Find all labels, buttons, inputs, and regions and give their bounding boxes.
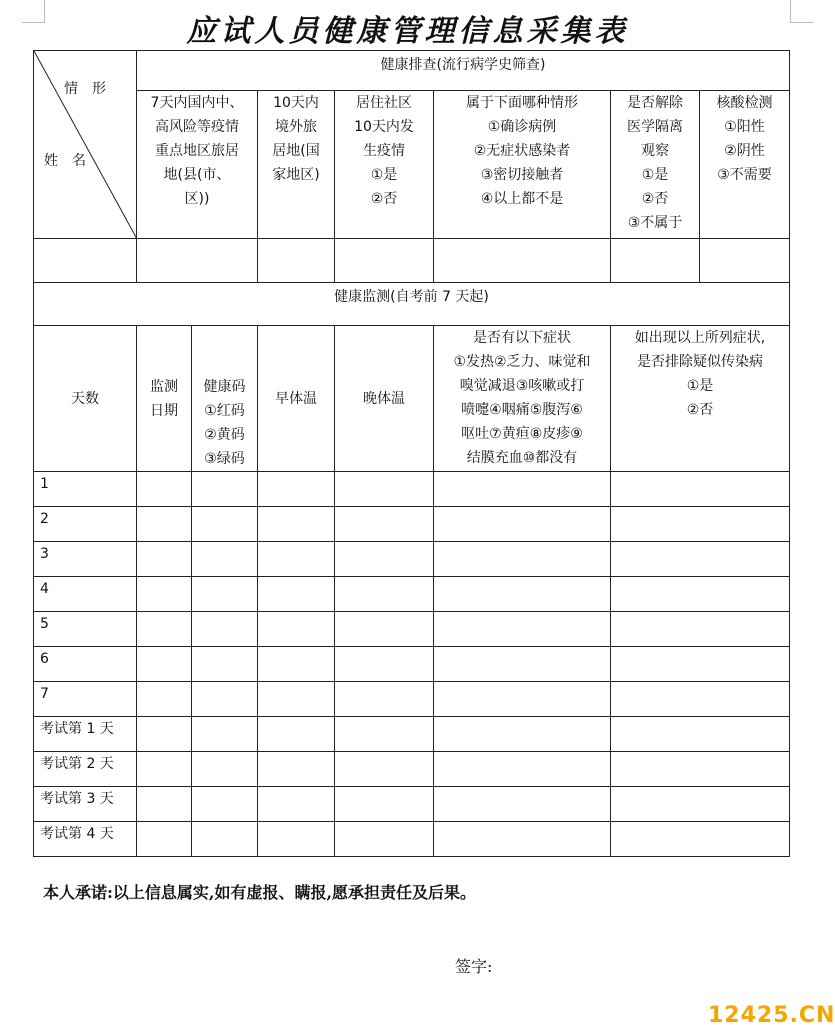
input-cell[interactable] xyxy=(258,472,335,507)
input-cell[interactable] xyxy=(700,239,790,283)
screening-col-nucleic-test: 核酸检测 ①阳性 ②阴性 ③不需要 xyxy=(700,91,790,239)
corner-label-name: 姓名 xyxy=(44,153,100,169)
input-cell[interactable] xyxy=(434,612,611,647)
input-cell[interactable] xyxy=(611,577,790,612)
input-cell[interactable] xyxy=(434,787,611,822)
screening-col-community: 居住社区 10天内发 生疫情 ①是 ②否 xyxy=(335,91,434,239)
day-label: 考试第 4 天 xyxy=(34,822,137,857)
table-row xyxy=(34,682,790,717)
input-cell[interactable] xyxy=(258,822,335,857)
day-label: 5 xyxy=(34,612,137,647)
input-cell[interactable] xyxy=(258,239,335,283)
monitor-col-health-code: 健康码 ①红码 ②黄码 ③绿码 xyxy=(192,326,258,472)
input-cell[interactable] xyxy=(137,239,258,283)
input-cell[interactable] xyxy=(434,577,611,612)
monitor-col-day: 天数 xyxy=(34,326,137,472)
monitor-col-symptoms: 是否有以下症状 ①发热②乏力、味觉和 嗅觉减退③咳嗽或打 喷嚏④咽痛⑤腹泻⑥ 呕吐⑦黄疸⑧皮疹⑨ 结膜充血⑩都没有 xyxy=(434,326,611,472)
input-cell[interactable] xyxy=(192,717,258,752)
input-cell[interactable] xyxy=(611,542,790,577)
input-cell[interactable] xyxy=(192,752,258,787)
table-row xyxy=(34,647,790,682)
input-cell[interactable] xyxy=(192,787,258,822)
input-cell[interactable] xyxy=(335,239,434,283)
monitoring-header: 健康监测(自考前 7 天起) xyxy=(34,283,790,326)
input-cell[interactable] xyxy=(335,787,434,822)
input-cell[interactable] xyxy=(434,507,611,542)
input-cell[interactable] xyxy=(335,472,434,507)
input-cell[interactable] xyxy=(434,717,611,752)
corner-label-situation: 情形 xyxy=(64,81,120,97)
input-cell[interactable] xyxy=(611,717,790,752)
input-cell[interactable] xyxy=(434,647,611,682)
table-row xyxy=(34,717,790,752)
input-cell[interactable] xyxy=(137,787,192,822)
input-cell[interactable] xyxy=(335,682,434,717)
table-row xyxy=(34,542,790,577)
input-cell[interactable] xyxy=(192,577,258,612)
commitment-statement: 本人承诺:以上信息属实,如有虚报、瞒报,愿承担责任及后果。 xyxy=(43,883,477,902)
day-label: 6 xyxy=(34,647,137,682)
input-cell[interactable] xyxy=(137,752,192,787)
input-cell[interactable] xyxy=(611,239,700,283)
day-label: 3 xyxy=(34,542,137,577)
input-cell[interactable] xyxy=(137,612,192,647)
monitor-col-exclusion: 如出现以上所列症状, 是否排除疑似传染病 ①是 ②否 xyxy=(611,326,790,472)
table-row xyxy=(34,577,790,612)
input-cell[interactable] xyxy=(258,507,335,542)
input-cell[interactable] xyxy=(137,717,192,752)
input-cell[interactable] xyxy=(434,239,611,283)
input-cell[interactable] xyxy=(192,647,258,682)
input-cell[interactable] xyxy=(137,507,192,542)
day-label: 考试第 2 天 xyxy=(34,752,137,787)
input-cell[interactable] xyxy=(137,542,192,577)
monitor-col-evening-temp: 晚体温 xyxy=(335,326,434,472)
input-cell[interactable] xyxy=(258,752,335,787)
table-row xyxy=(34,752,790,787)
input-cell[interactable] xyxy=(137,472,192,507)
diagonal-header-cell xyxy=(34,51,137,239)
watermark-logo: 12425.CN xyxy=(708,1003,835,1028)
input-cell[interactable] xyxy=(335,647,434,682)
screening-header: 健康排查(流行病学史筛查) xyxy=(137,51,790,91)
input-cell[interactable] xyxy=(434,822,611,857)
screening-col-case-type: 属于下面哪种情形 ①确诊病例 ②无症状感染者 ③密切接触者 ④以上都不是 xyxy=(434,91,611,239)
input-cell[interactable] xyxy=(258,542,335,577)
screening-input-row xyxy=(34,239,790,283)
screening-col-domestic-risk: 7天内国内中、 高风险等疫情 重点地区旅居 地(县(市、 区)) xyxy=(137,91,258,239)
day-label: 7 xyxy=(34,682,137,717)
input-cell[interactable] xyxy=(335,542,434,577)
input-cell[interactable] xyxy=(611,822,790,857)
input-cell[interactable] xyxy=(258,682,335,717)
input-cell[interactable] xyxy=(611,682,790,717)
input-cell[interactable] xyxy=(258,787,335,822)
table-row xyxy=(34,787,790,822)
input-cell[interactable] xyxy=(137,682,192,717)
input-cell[interactable] xyxy=(137,577,192,612)
page-title: 应试人员健康管理信息采集表 xyxy=(186,14,629,49)
input-cell[interactable] xyxy=(611,612,790,647)
input-cell[interactable] xyxy=(611,647,790,682)
input-cell[interactable] xyxy=(192,507,258,542)
input-cell[interactable] xyxy=(192,822,258,857)
day-label: 考试第 1 天 xyxy=(34,717,137,752)
input-cell[interactable] xyxy=(258,717,335,752)
input-cell[interactable] xyxy=(192,472,258,507)
screening-col-quarantine: 是否解除 医学隔离 观察 ①是 ②否 ③不属于 xyxy=(611,91,700,239)
input-cell[interactable] xyxy=(335,717,434,752)
input-cell[interactable] xyxy=(137,647,192,682)
input-cell[interactable] xyxy=(192,542,258,577)
input-cell[interactable] xyxy=(335,612,434,647)
table-row xyxy=(34,472,790,507)
input-cell[interactable] xyxy=(611,507,790,542)
input-cell[interactable] xyxy=(335,577,434,612)
day-label: 4 xyxy=(34,577,137,612)
input-cell[interactable] xyxy=(335,752,434,787)
input-cell[interactable] xyxy=(434,682,611,717)
table-row xyxy=(34,507,790,542)
monitor-col-date: 监测 日期 xyxy=(137,326,192,472)
monitor-col-morning-temp: 早体温 xyxy=(258,326,335,472)
input-cell[interactable] xyxy=(611,752,790,787)
health-info-table xyxy=(33,50,790,857)
day-label: 2 xyxy=(34,507,137,542)
input-cell[interactable] xyxy=(192,682,258,717)
input-cell[interactable] xyxy=(258,647,335,682)
signature-label: 签字: xyxy=(455,957,493,976)
input-cell[interactable] xyxy=(611,787,790,822)
input-cell[interactable] xyxy=(258,577,335,612)
input-cell[interactable] xyxy=(258,612,335,647)
input-cell[interactable] xyxy=(192,612,258,647)
input-cell[interactable] xyxy=(434,472,611,507)
screening-col-overseas: 10天内 境外旅 居地(国 家地区) xyxy=(258,91,335,239)
input-cell[interactable] xyxy=(434,542,611,577)
input-cell[interactable] xyxy=(335,822,434,857)
table-row xyxy=(34,612,790,647)
day-label: 考试第 3 天 xyxy=(34,787,137,822)
table-row xyxy=(34,822,790,857)
input-cell[interactable] xyxy=(137,822,192,857)
input-cell[interactable] xyxy=(611,472,790,507)
input-cell[interactable] xyxy=(34,239,137,283)
input-cell[interactable] xyxy=(335,507,434,542)
day-label: 1 xyxy=(34,472,137,507)
input-cell[interactable] xyxy=(434,752,611,787)
